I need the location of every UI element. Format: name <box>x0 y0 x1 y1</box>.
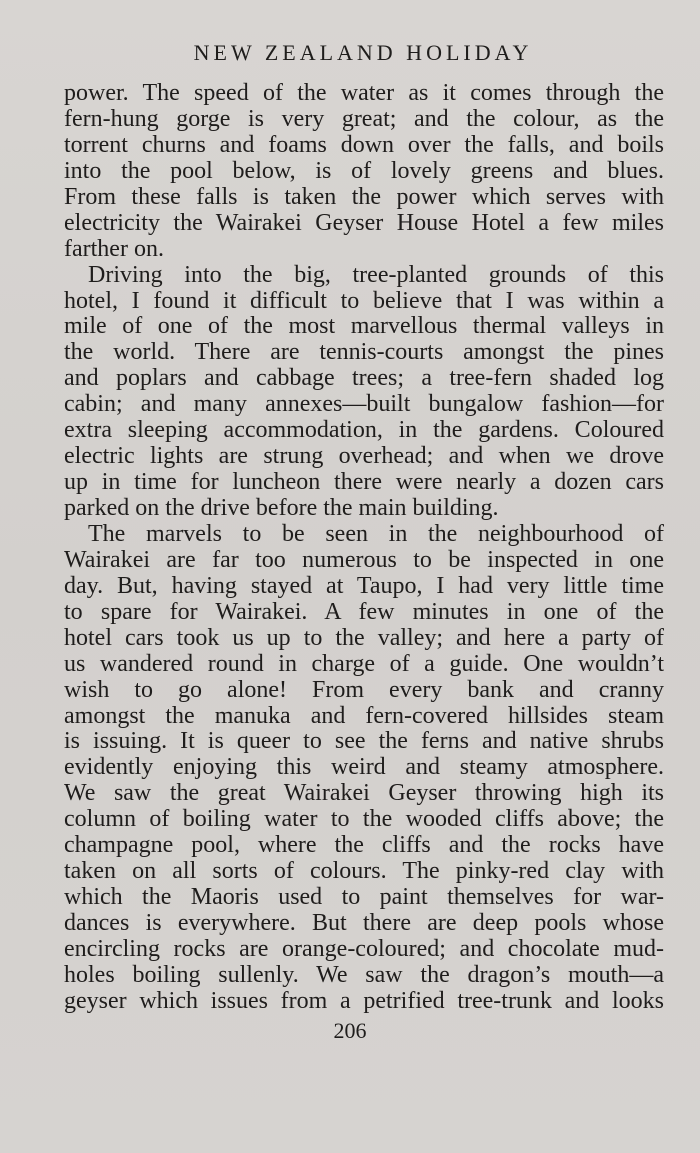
text-line: From these falls is taken the power which serves with <box>64 183 664 210</box>
text-line: day. But, having stayed at Taupo, I had very little time <box>64 572 664 599</box>
text-line: farther on. <box>64 235 164 262</box>
text-line: evidently enjoying this weird and steamy atmosphere. <box>64 754 664 781</box>
text-line: champagne pool, where the cliffs and the rocks have <box>64 832 664 859</box>
text-line: hotel cars took us up to the valley; and here a party of <box>64 624 664 651</box>
text-line: extra sleeping accommodation, in the gardens. Coloured <box>64 417 664 444</box>
text-line: which the Maoris used to paint themselves for war- <box>64 884 664 911</box>
text-line: into the pool below, is of lovely greens and blues. <box>64 157 664 184</box>
text-line: up in time for luncheon there were nearly a dozen cars <box>64 469 664 496</box>
text-line: Driving into the big, tree-planted grounds of this <box>88 261 664 288</box>
text-line: dances is everywhere. But there are deep pools whose <box>64 910 664 936</box>
text-line: hotel, I found it difficult to believe that I was within a <box>64 287 664 314</box>
text-line: encircling rocks are orange-coloured; and chocolate mud- <box>64 935 664 962</box>
text-line: mile of one of the most marvellous thermal valleys in <box>64 313 664 340</box>
text-line: torrent churns and foams down over the falls, and boils <box>64 131 664 158</box>
text-line: fern-hung gorge is very great; and the colour, as the <box>64 105 664 132</box>
running-head: NEW ZEALAND HOLIDAY <box>193 40 533 65</box>
text-line: power. The speed of the water as it comes through the <box>64 80 664 106</box>
text-line: the world. There are tennis-courts amongst the pines <box>64 339 664 366</box>
text-line: is issuing. It is queer to see the ferns and native shrubs <box>64 728 664 755</box>
text-line: cabin; and many annexes—built bungalow fashion—for <box>64 391 664 418</box>
text-line: parked on the drive before the main building. <box>64 495 499 521</box>
text-line: amongst the manuka and fern-covered hillsides steam <box>64 702 664 729</box>
text-line: We saw the great Wairakei Geyser throwing high its <box>64 780 664 807</box>
text-line: and poplars and cabbage trees; a tree-fern shaded log <box>64 365 664 392</box>
text-line: geyser which issues from a petrified tree-trunk and looks <box>64 987 664 1014</box>
text-line: wish to go alone! From every bank and cranny <box>64 676 664 703</box>
text-line: electric lights are strung overhead; and when we drove <box>64 443 664 470</box>
text-line: Wairakei are far too numerous to be inspected in one <box>64 546 664 573</box>
page-number: 206 <box>333 1018 367 1043</box>
text-line: The marvels to be seen in the neighbourhood of <box>88 520 664 547</box>
body-text <box>64 81 664 1015</box>
text-line: taken on all sorts of colours. The pinky-red clay with <box>64 858 664 885</box>
text-line: column of boiling water to the wooded cliffs above; the <box>64 806 664 833</box>
text-line: to spare for Wairakei. A few minutes in one of the <box>64 598 664 625</box>
text-line: electricity the Wairakei Geyser House Hotel a few miles <box>64 209 664 236</box>
text-line: us wandered round in charge of a guide. One wouldn’t <box>64 650 664 677</box>
text-line: holes boiling sullenly. We saw the dragon’s mouth—a <box>64 961 664 988</box>
